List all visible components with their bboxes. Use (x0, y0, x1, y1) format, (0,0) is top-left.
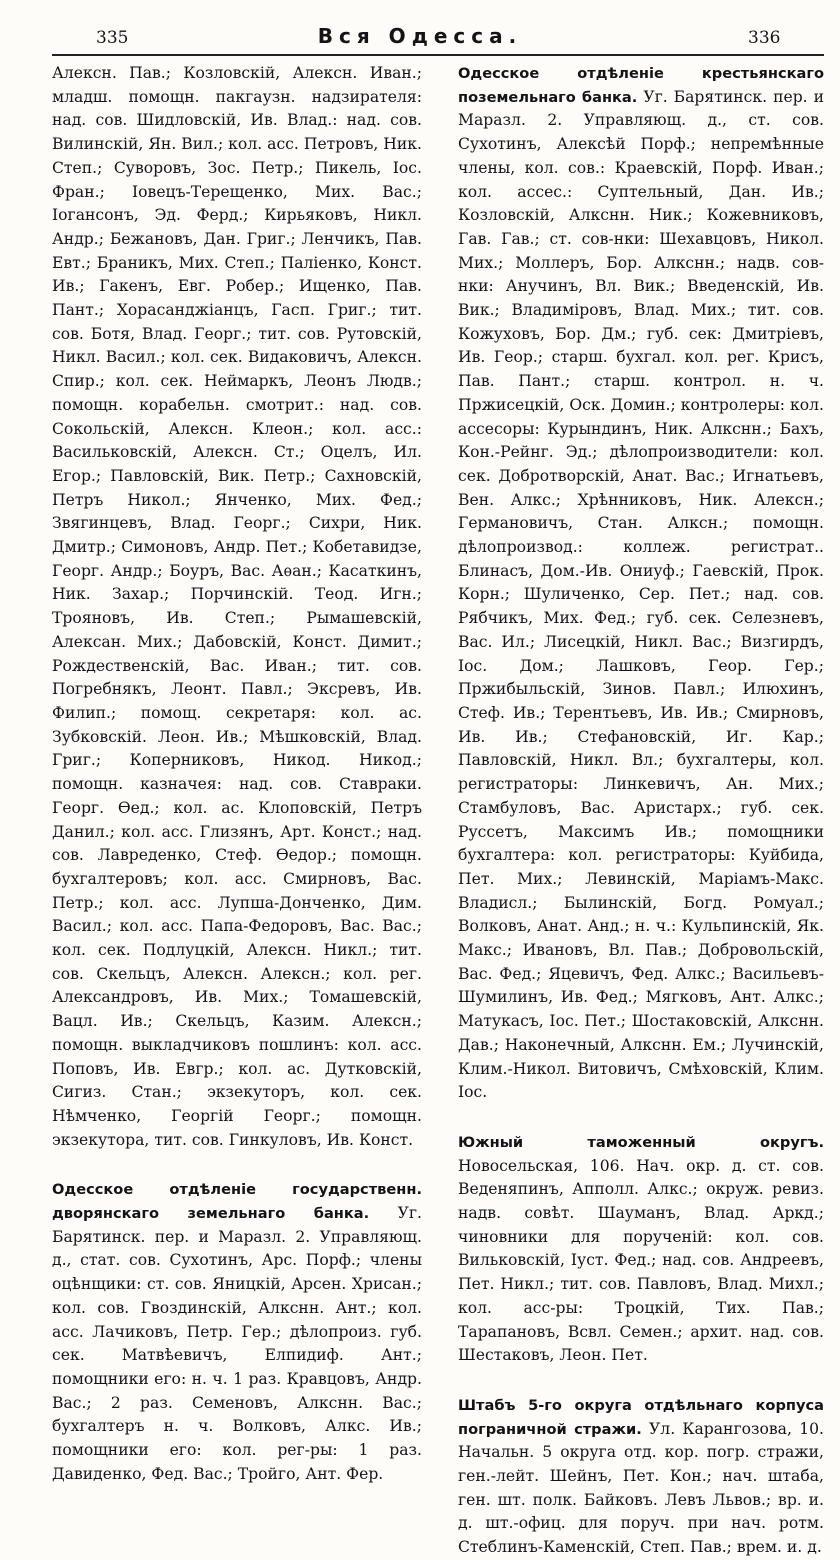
header-rule (52, 54, 824, 56)
right-column (458, 62, 824, 1560)
peasant-bank-body: Уг. Барятинск. пер. и Маразл. 2. Управляющ. д., ст. сов. Сухотинъ, Алексѣй Порф.; непремѣнные члены, кол. сов.: Краевскій, Порф. Иван.; кол. ассес.: Суптельный, Дан. Ив.; Козловскій, Алкснн. Ник.; Кожевниковъ, Гав. Гав.; ст. сов-нки: Шехавцовъ, Никол. Мих.; Моллеръ, Бор. Алкснн.; надв. сов-нки: Анучинъ, Вл. Вик.; Введенскій, Ив. Вик.; Владиміровъ, Влад. Мих.; тит. сов. Кожуховъ, Бор. Дм.; губ. сек: Дмитріевъ, Ив. Геор.; старш. бухгал. кол. рег. Крисъ, Пав. Пант.; старш. контрол. н. ч. Пржисецкій, Оск. Домин.; контролеры: кол. ассесоры: Курындинъ, Ник. Алкснн.; Бахъ, Кон.-Рейнг. Эд.; дѣлопроизводители: кол. сек. Добротворскій, Анат. Вас.; Игнатьевъ, Вен. Алкс.; Хрѣнниковъ, Ник. Алексн.; Германовичъ, Стан. Алксн.; помощн. дѣлопроизвод.: коллеж. регистрат.. Блинасъ, Дом.-Ив. Ониуф.; Гаевскій, Прок. Корн.; Шуличенко, Сер. Пет.; над. сов. Рябчикъ, Мих. Фед.; губ. сек. Селезневъ, Вас. Ил.; Лисецкій, Никл. Вас.; Визгирдъ, Іос. Дом.; Лашковъ, Геор. Гер.; Пржибыльскій, Зинов. Павл.; Илюхинъ, Стеф. Ив.; Терентьевъ, Ив. Ив.; Смирновъ, Ив. Ив.; Стефановскій, Иг. Кар.; Павловскій, Никл. Вл.; бухгалтеры, кол. регистраторы: Линкевичъ, Ан. Мих.; Стамбуловъ, Вас. Аристарх.; губ. сек. Руссетъ, Максимъ Ив.; помощники бухгалтера: кол. регистраторы: Куйбида, Пет. Мих.; Левинскій, Маріамъ-Макс. Владисл.; Былинскій, Богд. Ромуал.; Волковъ, Анат. Анд.; н. ч.: Кульпинскій, Як. Макс.; Ивановъ, Вл. Пав.; Добровольскій, Вас. Фед.; Яцевичъ, Фед. Алкс.; Васильевъ-Шумилинъ, Ив. Фед.; Мягковъ, Ант. Алкс.; Матукасъ, Іос. Пет.; Шостаковскій, Алкснн. Дав.; Наконечный, Алкснн. Ем.; Лучинскій, Клим.-Никол. Витовичъ, Смѣховскій, Клим. Іос. (458, 87, 824, 1102)
peasant-bank-entry (458, 62, 824, 1105)
border-guard-entry (458, 1394, 824, 1560)
running-title: Вся Одесса. (317, 24, 523, 48)
peasant-bank-heading: Одесское отдѣленіе крестьянскаго поземельнаго банка. (458, 65, 824, 106)
noble-bank-heading: Одесское отдѣленіе государственн. дворянскаго земельнаго банка. (52, 1181, 422, 1223)
border-guard-heading: Штабъ 5-го округа отдѣльнаго корпуса пограничной стражи. (458, 1396, 824, 1438)
border-guard-body: Ул. Карангозова, 10. Начальн. 5 округа отд. кор. погр. стражи, ген.-лейт. Шейнъ, Пет. Кон.; нач. штаба, ген. шт. полк. Байковъ. Левъ Львов.; вр. и. д. шт.-офиц. для поруч. при нач. ротм. Стеблинъ-Каменскій, Степ. Пав.; врем. и. д. (458, 1419, 824, 1557)
left-page-number: 335 (96, 28, 129, 48)
customs-district-body: Новосельская, 106. Нач. окр. д. ст. сов. Веденяпинъ, Апполл. Алкс.; окруж. ревиз. надв. совѣт. Шауманъ, Влад. Аркд.; чиновники для порученій: кол. сов. Вильковскій, Іуст. Фед.; над. сов. Андреевъ, Пет. Никл.; тит. сов. Павловъ, Влад. Михл.; кол. асс-ры: Троцкій, Тих. Пав.; Тарапановъ, Всвл. Семен.; архит. над. сов. Шестаковъ, Леон. Пет. (458, 1156, 824, 1365)
right-page-number: 336 (748, 28, 781, 48)
running-header (0, 20, 840, 56)
noble-bank-body: Уг. Барятинск. пер. и Маразл. 2. Управляющ. д., стат. сов. Сухотинъ, Арс. Порф.; члены оцѣнщики: ст. сов. Яницкій, Арсен. Хрисан.; кол. сов. Гвоздинскій, Алкснн. Ант.; кол. асс. Лачиковъ, Петр. Гер.; дѣлопроиз. губ. сек. Матвѣевичъ, Елпидиф. Ант.; помощники его: н. ч. 1 раз. Кравцовъ, Андр. Вас.; 2 раз. Семеновъ, Алкснн. Вас.; бухгалтеръ н. ч. Волковъ, Алкс. Ив.; помощники его: кол. рег-ры: 1 раз. Давиденко, Фед. Вас.; Тройго, Ант. Фер. (52, 1204, 422, 1483)
left-column (52, 62, 422, 1486)
customs-staff-listing: Алексн. Пав.; Козловскій, Алексн. Иван.; младш. помощн. пакгаузн. надзирателя: над. сов. Шидловскій, Ив. Влад.: над. сов. Вилинскій, Ян. Вил.; кол. асс. Петровъ, Ник. Степ.; Суворовъ, Зос. Петр.; Пикель, Іос. Фран.; Іовецъ-Терещенко, Мих. Вас.; Іогансонъ, Эд. Ферд.; Кирьяковъ, Никл. Андр.; Бежановъ, Дан. Григ.; Ленчикъ, Пав. Евт.; Браникъ, Мих. Степ.; Паліенко, Конст. Ив.; Гакенъ, Евг. Робер.; Ищенко, Пав. Пант.; Хорасанджіанцъ, Гасп. Григ.; тит. сов. Ботя, Влад. Георг.; тит. сов. Рутовскій, Никл. Васил.; кол. сек. Видаковичъ, Алексн. Спир.; кол. сек. Неймаркъ, Леонъ Людв.; помощн. корабельн. смотрит.: над. сов. Сокольскій, Алексн. Клеон.; кол. асс.: Васильковскій, Алексн. Ст.; Оцелъ, Ил. Егор.; Павловскій, Вик. Петр.; Сахновскій, Петръ Никол.; Янченко, Мих. Фед.; Звягинцевъ, Влад. Георг.; Сихри, Ник. Дмитр.; Симоновъ, Андр. Пет.; Кобетавидзе, Георг. Андр.; Боуръ, Вас. Аѳан.; Касаткинъ, Ник. Захар.; Порчинскій. Теод. Игн.; Трояновъ, Ив. Степ.; Рымашевскій, Алексан. Мих.; Дабовскій, Конст. Димит.; Рождественскій, Вас. Иван.; тит. сов. Погребнякъ, Леонт. Павл.; Эксревъ, Ив. Филип.; помощ. секретаря: кол. ас. Зубковскій. Леон. Ив.; Мѣшковскій, Влад. Григ.; Коперниковъ, Никод. Никод.; помощн. казначея: над. сов. Ставраки. Георг. Ѳед.; кол. ас. Клоповскій, Петръ Данил.; кол. асс. Глизянъ, Арт. Конст.; над. сов. Лавреденко, Стеф. Ѳедор.; помощн. бухгалтеровъ; кол. асс. Смирновъ, Вас. Петр.; кол. асс. Лупша-Донченко, Дим. Васил.; кол. асс. Папа-Федоровъ, Вас. Вас.; кол. сек. Подлуцкій, Алексн. Никл.; тит. сов. Скельцъ, Алексн. Алексн.; кол. рег. Александровъ, Ив. Мих.; Томашевскій, Вацл. Ив.; Скельцъ, Казим. Алексн.; помощн. выкладчиковъ пошлинъ: кол. асс. Поповъ, Ив. Евгр.; кол. ас. Дутковскій, Сигиз. Стан.; экзекуторъ, кол. сек. Нѣмченко, Георгій Георг.; помощн. экзекутора, тит. сов. Гинкуловъ, Ив. Конст. (52, 64, 422, 1149)
customs-district-entry (458, 1131, 824, 1368)
customs-district-heading: Южный таможенный округъ. (458, 1133, 824, 1151)
noble-bank-entry (52, 1178, 422, 1486)
